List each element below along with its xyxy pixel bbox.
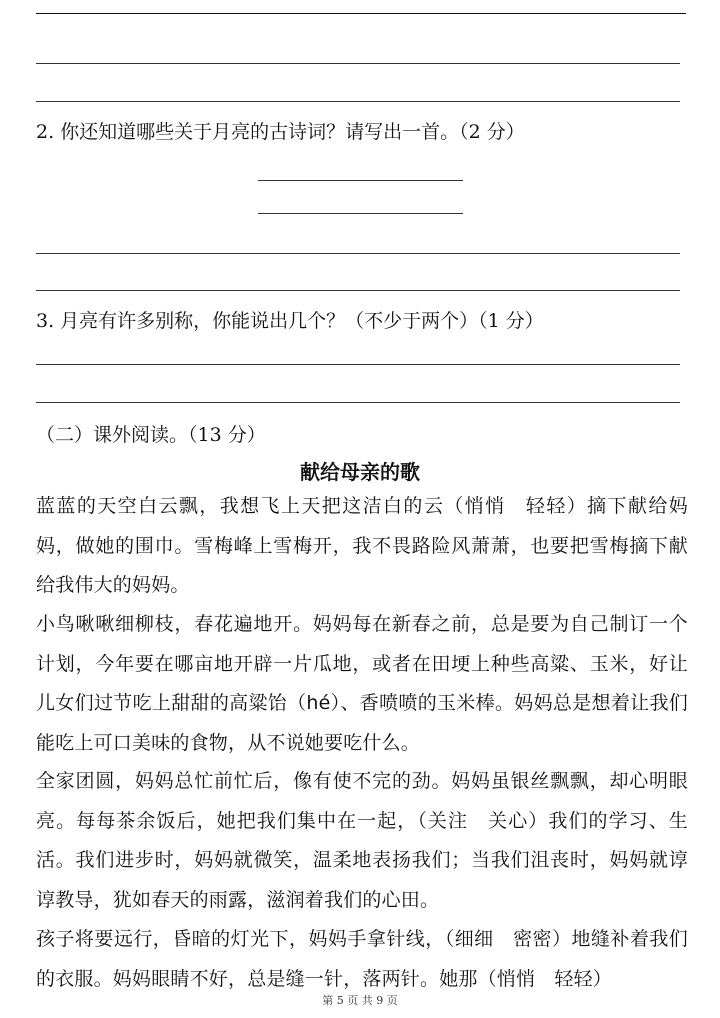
passage-title: 献给母亲的歌 — [300, 460, 420, 484]
passage-paragraph-3: 全家团圆，妈妈总忙前忙后，像有使不完的劲。妈妈虽银丝飘飘，却心明眼亮。每每茶余饭后，她把我们集中在一起，（关注 关心）我们的学习、生活。我们进步时，妈妈就微笑，温柔地表扬我们；当我们沮丧时，妈妈就谆谆教导，犹如春天的雨露，滋润着我们的心田。 — [36, 770, 688, 911]
answer-line — [36, 402, 680, 403]
question-3: 3. 月亮有许多别称，你能说出几个？（不少于两个）（1 分） — [36, 310, 544, 332]
answer-line — [36, 253, 680, 254]
page-footer: 第 5 页 共 9 页 — [322, 994, 398, 1007]
answer-line — [36, 364, 680, 365]
question-2: 2. 你还知道哪些关于月亮的古诗词？请写出一首。（2 分） — [36, 121, 525, 143]
answer-line — [36, 290, 680, 291]
passage-paragraph-4: 孩子将要远行，昏暗的灯光下，妈妈手拿针线，（细细 密密）地缝补着我们的衣服。妈妈眼睛不好，总是缝一针，落两针。她那（悄悄 轻轻） — [36, 928, 688, 990]
poem-answer-line — [258, 180, 463, 181]
section-heading: （二）课外阅读。（13 分） — [36, 424, 266, 446]
poem-answer-line — [258, 213, 463, 214]
page-top-rule — [36, 13, 686, 14]
passage-paragraph-1: 蓝蓝的天空白云飘，我想飞上天把这洁白的云（悄悄 轻轻）摘下献给妈妈，做她的围巾。雪梅峰上雪梅开，我不畏路险风萧萧，也要把雪梅摘下献给我伟大的妈妈。 — [36, 495, 688, 596]
answer-line — [36, 101, 680, 102]
passage-paragraph-2: 小鸟啾啾细柳枝，春花遍地开。妈妈每在新春之前，总是要为自己制订一个计划，今年要在哪亩地开辟一片瓜地，或者在田埂上种些高粱、玉米，好让儿女们过节吃上甜甜的高粱饴（hé）、香喷喷的玉米棒。妈妈总是想着让我们能吃上可口美味的食物，从不说她要吃什么。 — [36, 613, 688, 754]
answer-line — [36, 63, 680, 64]
